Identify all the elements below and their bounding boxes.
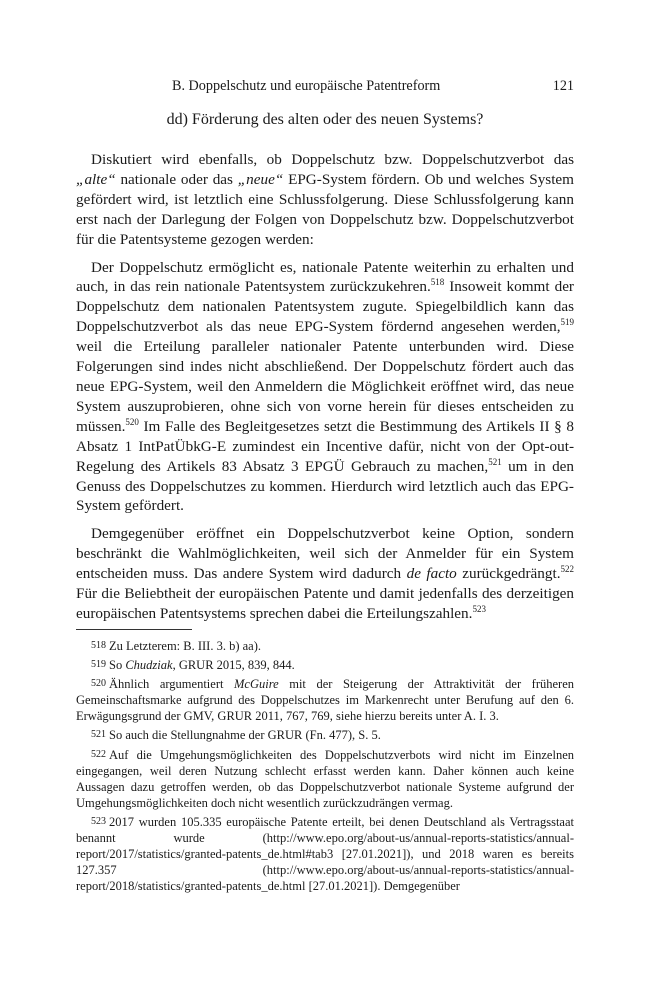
body-text bbox=[76, 150, 574, 632]
footnote-520: 520 Ähnlich argumentiert McGuire mit der Steigerung der Attraktivität der früheren Gemeinschaftsmarke aufgrund des Doppelschutzes im Markenrecht unter Berufung auf den 6. Erwägungsgrund der GMV, GRUR 2011, 767, 769, siehe hierzu bereits unter A. I. 3. bbox=[76, 677, 574, 724]
footnote-ref-518[interactable]: 518 bbox=[430, 277, 445, 288]
section-heading: dd) Förderung des alten oder des neuen Systems? bbox=[166, 111, 484, 128]
footnote-522: 522 Auf die Umgehungsmöglichkeiten des Doppelschutzverbots wird nicht im Einzelnen eingegangen, weil deren Nutzung schlecht erfasst werden kann. Daher können auch keine Aussagen dazu getroffen werden, ob das Doppelschutzverbot nationale Systeme aufgrund der Umgehungsmöglichkeiten doch nicht wesentlich zurückzudrängen vermag. bbox=[76, 747, 574, 810]
footnote-ref-519[interactable]: 519 bbox=[560, 317, 574, 328]
footnote-ref-520[interactable]: 520 bbox=[125, 416, 139, 427]
footnotes bbox=[76, 638, 574, 897]
footnote-number: 523 bbox=[91, 815, 106, 827]
paragraph-3: Demgegenüber eröffnet ein Doppelschutzverbot keine Option, sondern beschränkt die Wahlmöglichkeiten, weil sich der Anmelder für ein System entscheiden muss. Das andere System wird dadurch de facto zurückgedrängt.$^{522}$ Für die Beliebtheit der europäischen Patente und damit jedenfalls des derzeitigen europäischen Patentsystems sprechen dabei die Erteilungszahlen.$^{523}$ bbox=[76, 525, 575, 622]
footnote-number: 518 bbox=[91, 640, 106, 651]
page-number: 121 bbox=[552, 78, 574, 94]
de-facto-emphasis: de facto bbox=[406, 565, 457, 583]
footnote-number: 521 bbox=[91, 729, 106, 741]
author-name: Chudziak bbox=[125, 658, 173, 673]
footnote-521: 521 So auch die Stellungnahme der GRUR (Fn. 477), S. 5. bbox=[91, 728, 381, 743]
footnote-519: 519 So Chudziak, GRUR 2015, 839, 844. bbox=[91, 658, 295, 673]
footnote-ref-523[interactable]: 523 bbox=[472, 603, 486, 614]
quote-alte: „alte“ bbox=[76, 170, 116, 188]
paragraph-2: Der Doppelschutz ermöglicht es, nationale Patente weiterhin zu erhalten und auch, in das rein nationale Patentsystem zurückzukehren.$^{518}$ Insoweit kommt der Doppelschutz dem nationalen Patentsystem zugute. Spiegelbildlich kann das Doppelschutzverbot als das neue EPG-System fördernd angesehen werden,$^{519}$ weil die Erteilung paralleler nationaler Patente unterbunden wird. Diese Folgerungen sind indes nicht abschließend. Der Doppelschutz fördert auch das neue EPG-System, weil den Anmeldern die Möglichkeit eröffnet wird, das neue System auszuprobieren, ohne sich von vorne herein für dieses entscheiden zu müssen.$^{520}$ Im Falle des Begleitgesetzes setzt die Bestimmung des Artikels II § 8 Absatz 1 IntPatÜbkG-E zumindest ein Incentive dafür, nicht von der Opt-out-Regelung des Artikels 83 Absatz 3 EPGÜ Gebrauch zu machen,$^{521}$ um in den Genuss des Doppelschutzes zu kommen. Hierdurch wird letztlich auch das EPG-System gefördert. bbox=[76, 258, 574, 515]
running-header-title: B. Doppelschutz und europäische Patentreform bbox=[172, 78, 441, 94]
footnote-number: 520 bbox=[91, 678, 106, 690]
footnote-ref-521[interactable]: 521 bbox=[488, 456, 502, 467]
footnote-number: 522 bbox=[91, 748, 106, 760]
quote-neue: „neue“ bbox=[237, 170, 284, 188]
paragraph-1: Diskutiert wird ebenfalls, ob Doppelschutz bzw. Doppelschutzverbot das „alte“ nationale oder das „neue“ EPG-System fördern. Ob und welches System gefördert wird, ist letztlich eine Schlussfolgerung. Diese Schlussfolgerung kann erst nach der Darlegung der Folgen von Doppelschutz bzw. Doppelschutzverbot für die Patentsysteme gezogen werden: bbox=[76, 151, 574, 248]
footnote-518: 518 Zu Letzterem: B. III. 3. b) aa). bbox=[91, 639, 262, 653]
footnote-divider bbox=[76, 629, 192, 630]
footnote-number: 519 bbox=[91, 659, 106, 671]
footnote-523: 523 2017 wurden 105.335 europäische Patente erteilt, bei denen Deutschland als Vertragsstaat benannt wurde (http://www.epo.org/about-us/annual-reports-statistics/annual-report/2017/statistics/granted-patents_de.html#tab3 [27.01.2021]), und 2018 waren es bereits 127.357 (http://www.epo.org/about-us/annual-reports-statistics/annual-report/2018/statistics/granted-patents_de.html [27.01.2021]). Demgegenüber bbox=[76, 814, 574, 894]
author-name: McGuire bbox=[234, 677, 279, 692]
footnote-ref-522[interactable]: 522 bbox=[560, 564, 575, 575]
